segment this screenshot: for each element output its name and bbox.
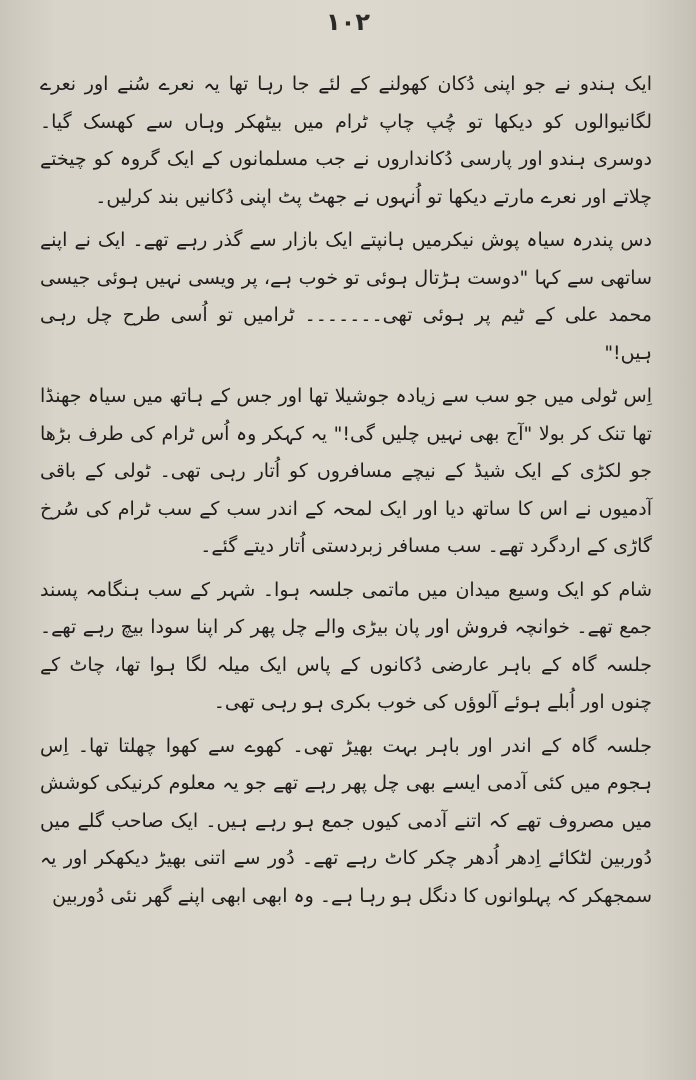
paragraph-4: شام کو ایک وسیع میدان میں ماتمی جلسہ ہوا۔ شہر کے سب ہنگامہ پسند جمع تھے۔ خوانچہ فروش اور پان بیڑی والے چل پھر کر اپنا سودا بیچ رہے تھے۔ جلسہ گاہ کے باہر عارضی دُکانوں کے پاس ایک میلہ لگا ہوا تھا، چاٹ کے چنوں اور اُبلے ہوئے آلوؤں کی خوب بکری ہو رہی تھی۔ xyxy=(40,578,652,713)
page-number: ۱۰۲ xyxy=(326,8,370,36)
paragraph-3: اِس ٹولی میں جو سب سے زیادہ جوشیلا تھا اور جس کے ہاتھ میں سیاہ جھنڈا تھا تنک کر بولا "آج بھی نہیں چلیں گی!" یہ کہکر وہ اُس ٹرام کی طرف بڑھا جو لکڑی کے ایک شیڈ کے نیچے مسافروں کو اُتار رہی تھی۔ ٹولی کے باقی آدمیوں نے اس کا ساتھ دیا اور ایک لمحہ کے اندر سب کے سب ٹرام کی سُرخ گاڑی کے اردگرد تھے۔ سب مسافر زبردستی اُتار دیتے گئے۔ xyxy=(40,385,652,557)
paragraph-2: دس پندرہ سیاہ پوش نیکرمیں ہانپتے ایک بازار سے گذر رہے تھے۔ ایک نے اپنے ساتھی سے کہا "دوست ہڑتال ہوئی تو خوب ہے، پر ویسی نہیں ہوئی جیسی محمد علی کے ٹیم پر ہوئی تھی۔۔۔۔۔۔۔ ٹرامیں تو اُسی طرح چل رہی ہیں!" xyxy=(40,229,652,364)
page-body-text xyxy=(40,66,652,915)
paragraph-5: جلسہ گاہ کے اندر اور باہر بہت بھیڑ تھی۔ کھوے سے کھوا چھلتا تھا۔ اِس ہجوم میں کئی آدمی ایسے بھی چل پھر رہے تھے جو یہ معلوم کرنیکی کوشش میں مصروف تھے کہ اتنے آدمی کیوں جمع ہو رہے ہیں۔ ایک صاحب گلے میں دُوربین لٹکائے اِدھر اُدھر چکر کاٹ رہے تھے۔ دُور سے اتنی بھیڑ دیکھکر اور یہ سمجھکر کہ پہلوانوں کا دنگل ہو رہا ہے۔ وہ ابھی ابھی اپنے گھر نئی دُوربین xyxy=(40,734,652,907)
paragraph-1: ایک ہندو نے جو اپنی دُکان کھولنے کے لئے جا رہا تھا یہ نعرے سُنے اور نعرے لگانیوالوں کو دیکھا تو چُپ چاپ ٹرام میں بیٹھکر وہاں سے کھسک گیا۔ دوسری ہندو اور پارسی دُکانداروں نے جب مسلمانوں کے ایک گروہ کو چیختے چلاتے اور نعرے مارتے دیکھا تو اُنہوں نے جھٹ پٹ اپنی دُکانیں بند کرلیں۔ xyxy=(40,73,652,208)
